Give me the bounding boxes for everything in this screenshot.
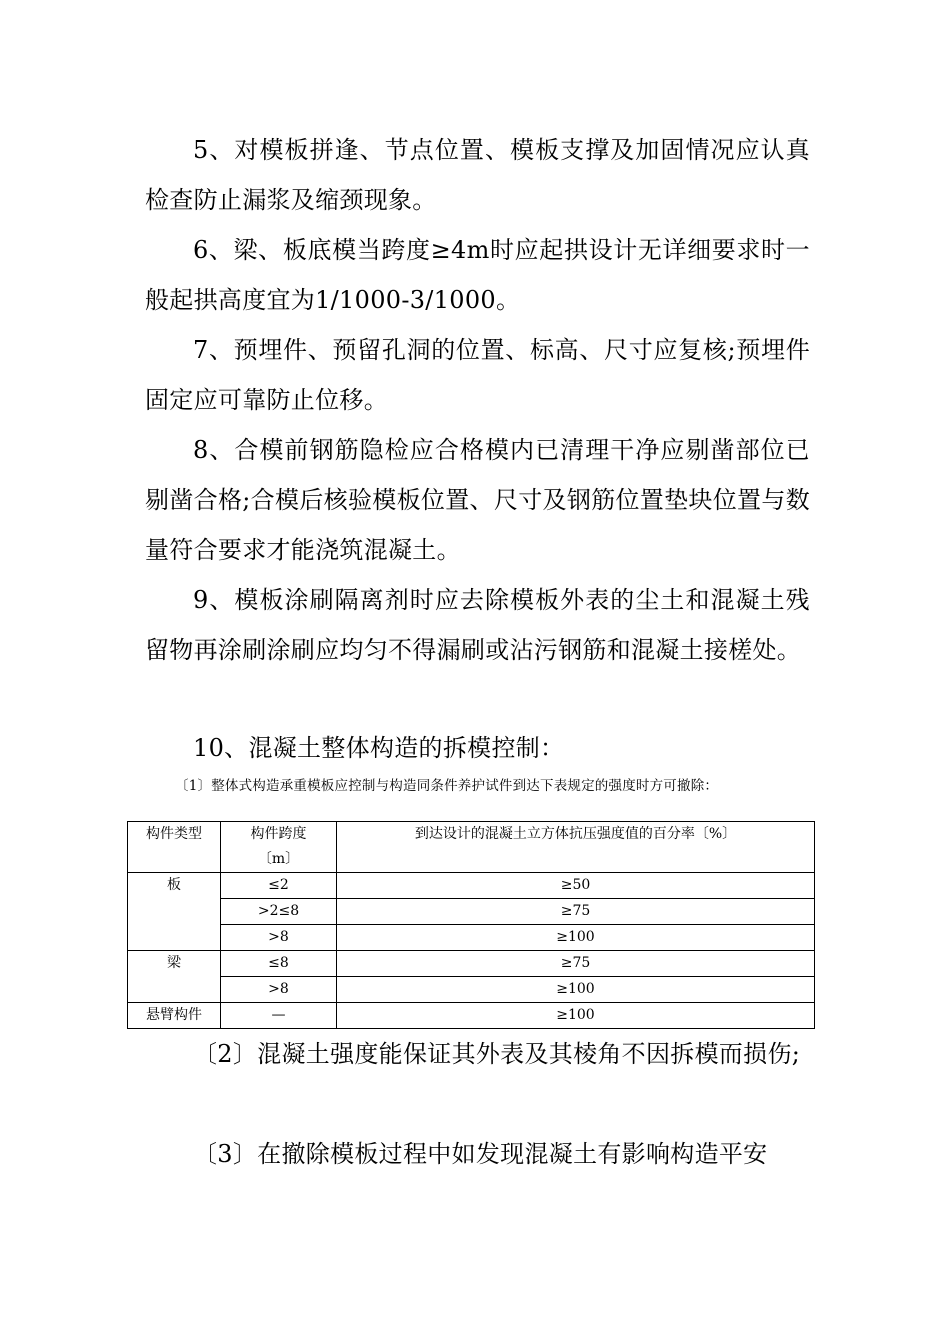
header-percent: 到达设计的混凝土立方体抗压强度值的百分率〔%〕	[337, 822, 815, 873]
table-row	[128, 899, 815, 925]
cell-percent: ≥100	[337, 925, 815, 951]
paragraph-item-6: 6、梁、板底模当跨度≥4m时应起拱设计无详细要求时一般起拱高度宜为1/1000-3/1000。	[145, 236, 810, 314]
table-row	[128, 1003, 815, 1029]
table-row	[128, 977, 815, 1003]
table-row	[128, 873, 815, 899]
paragraph-item-7: 7、预埋件、预留孔洞的位置、标高、尺寸应复核;预埋件固定应可靠防止位移。	[145, 336, 810, 414]
cell-span: ≤2	[221, 873, 337, 899]
cell-span: —	[221, 1003, 337, 1029]
paragraph-sub-item-2: 〔2〕混凝土强度能保证其外表及其棱角不因拆模而损伤;	[193, 1040, 801, 1068]
header-type: 构件类型	[128, 822, 221, 873]
header-span: 构件跨度〔m〕	[221, 822, 337, 873]
strength-table	[127, 821, 815, 1029]
table-row	[128, 951, 815, 977]
paragraph-item-10: 10、混凝土整体构造的拆模控制：	[193, 734, 565, 762]
cell-span: >8	[221, 977, 337, 1003]
paragraph-item-9: 9、模板涂刷隔离剂时应去除模板外表的尘土和混凝土残留物再涂刷涂刷应均匀不得漏刷或沾污钢筋和混凝土接槎处。	[145, 586, 810, 664]
cell-percent: ≥100	[337, 977, 815, 1003]
cell-percent: ≥50	[337, 873, 815, 899]
table-note: 〔1〕整体式构造承重模板应控制与构造同条件养护试件到达下表规定的强度时方可撤除：	[175, 778, 719, 794]
table-header-row	[128, 822, 815, 873]
cell-type-slab: 板	[128, 873, 221, 951]
cell-percent: ≥75	[337, 899, 815, 925]
cell-span: >2≤8	[221, 899, 337, 925]
cell-type-beam: 梁	[128, 951, 221, 1003]
paragraph-item-8: 8、合模前钢筋隐检应合格模内已清理干净应剔凿部位已剔凿合格;合模后核验模板位置、尺寸及钢筋位置垫块位置与数量符合要求才能浇筑混凝土。	[145, 436, 810, 564]
table-row	[128, 925, 815, 951]
paragraph-sub-item-3: 〔3〕在撤除模板过程中如发现混凝土有影响构造平安	[193, 1140, 768, 1168]
paragraph-item-5: 5、对模板拼逢、节点位置、模板支撑及加固情况应认真检查防止漏浆及缩颈现象。	[145, 136, 810, 214]
cell-type-cantilever: 悬臂构件	[128, 1003, 221, 1029]
cell-span: ≤8	[221, 951, 337, 977]
cell-span: >8	[221, 925, 337, 951]
cell-percent: ≥75	[337, 951, 815, 977]
cell-percent: ≥100	[337, 1003, 815, 1029]
